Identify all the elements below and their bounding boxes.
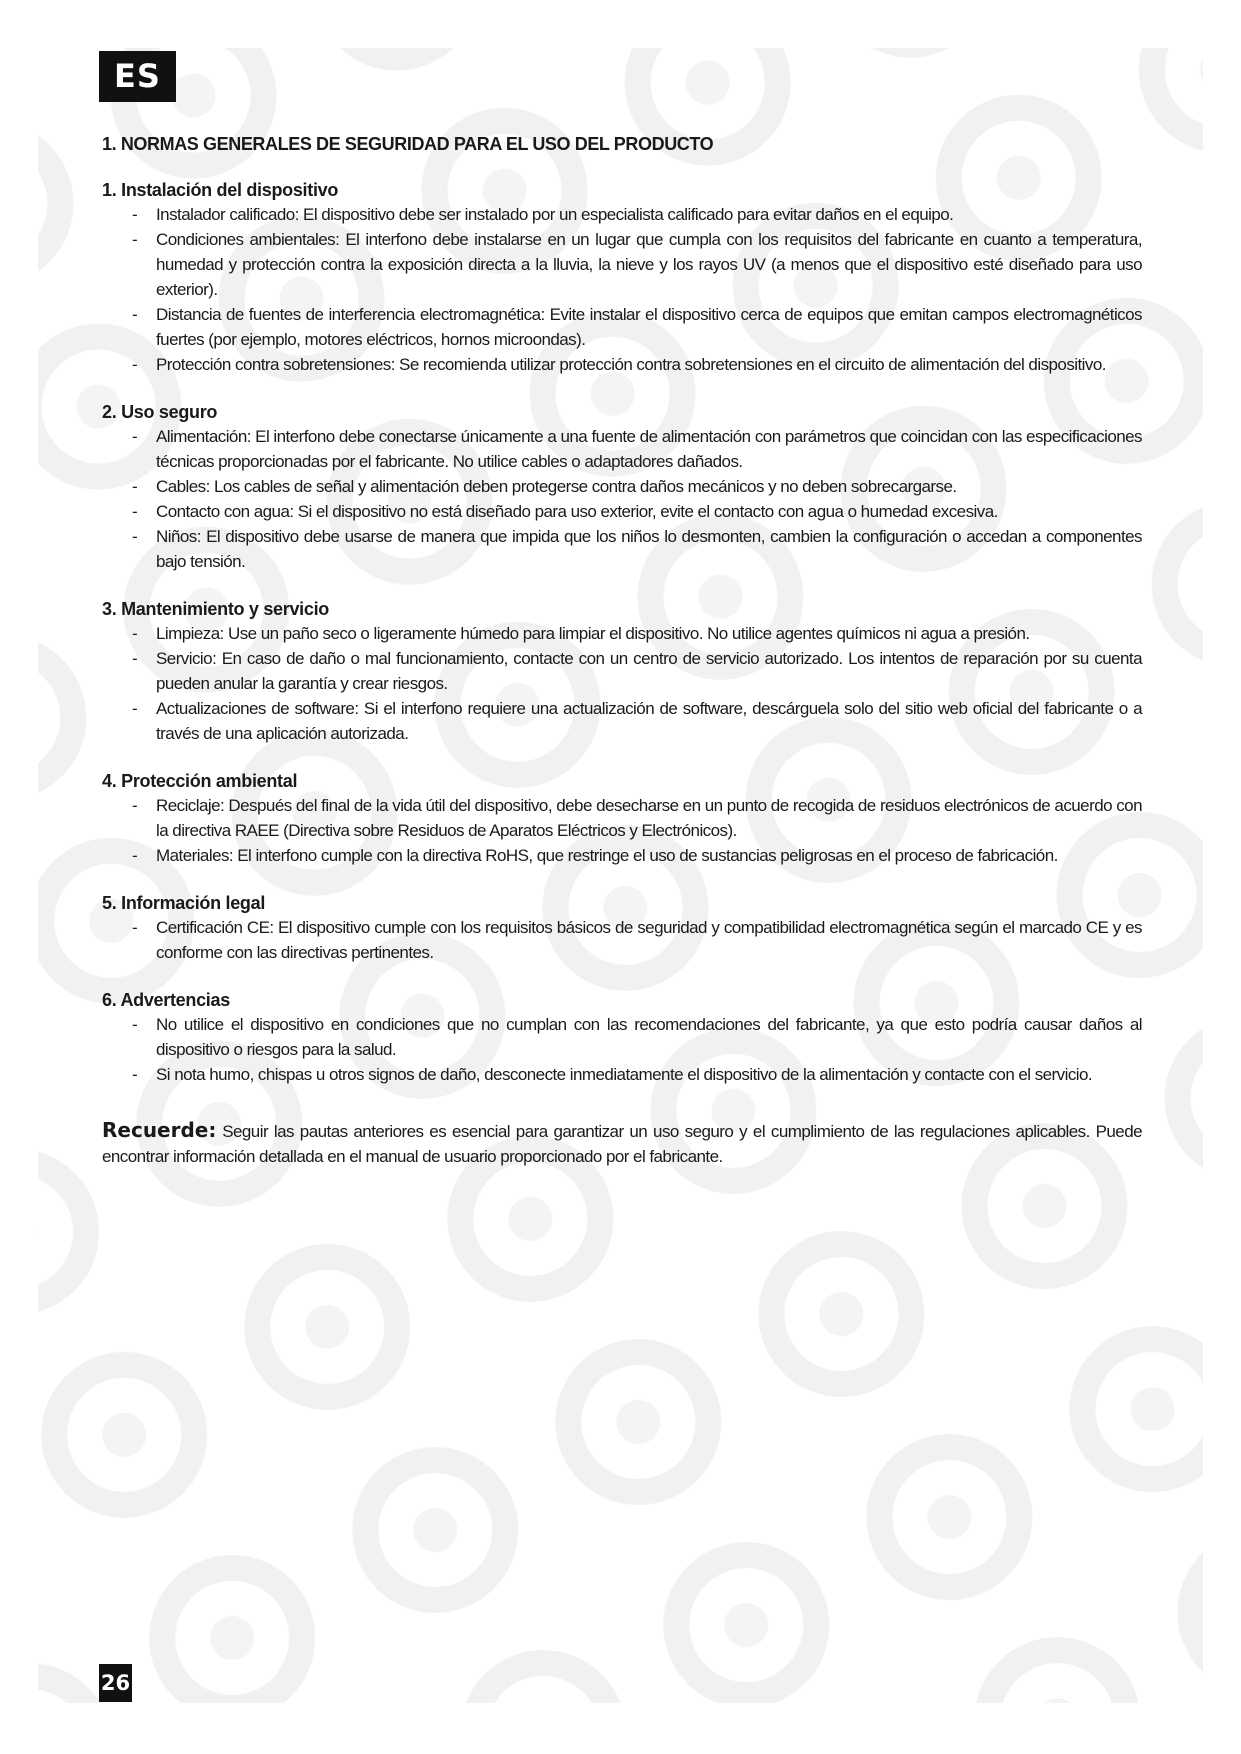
- list-item: - Materiales: El interfono cumple con la directiva RoHS, que restringe el uso de sustancias peligrosas en el proceso de fabricación.: [102, 843, 1142, 868]
- list-item: - Reciclaje: Después del final de la vida útil del dispositivo, debe desecharse en un punto de recogida de residuos electrónicos de acuerdo con la directiva RAEE (Directiva sobre Residuos de Aparatos Eléctricos y Electrónicos).: [102, 793, 1142, 843]
- list-item: - Niños: El dispositivo debe usarse de manera que impida que los niños lo desmonten, cambien la configuración o accedan a componentes bajo tensión.: [102, 524, 1142, 574]
- document-title: 1. NORMAS GENERALES DE SEGURIDAD PARA EL USO DEL PRODUCTO: [102, 134, 714, 154]
- bullet-dash: -: [132, 477, 138, 496]
- list-item: - Alimentación: El interfono debe conectarse únicamente a una fuente de alimentación con parámetros que coincidan con las especificaciones técnicas proporcionadas por el fabricante. No utilice cables o adaptadores dañados.: [102, 424, 1142, 474]
- reminder-paragraph: [102, 1118, 1142, 1169]
- bullet-dash: -: [132, 502, 138, 521]
- section-installation: [102, 178, 1142, 377]
- list-item: - Instalador calificado: El dispositivo debe ser instalado por un especialista calificado para evitar daños en el equipo.: [102, 202, 1142, 227]
- list-item: - Protección contra sobretensiones: Se recomienda utilizar protección contra sobretensiones en el circuito de alimentación del dispositivo.: [102, 352, 1142, 377]
- section-warnings: [102, 988, 1142, 1087]
- list-item: - Cables: Los cables de señal y alimentación deben protegerse contra daños mecánicos y no deben sobrecargarse.: [102, 474, 1142, 499]
- bullet-dash: -: [132, 796, 138, 815]
- section-maintenance: [102, 597, 1142, 746]
- language-badge: ES: [99, 51, 176, 102]
- bullet-dash: -: [132, 846, 138, 865]
- bullet-dash: -: [132, 699, 138, 718]
- page-number: 26: [99, 1664, 132, 1702]
- document-body: [102, 128, 1142, 1186]
- list-item: - Contacto con agua: Si el dispositivo no está diseñado para uso exterior, evite el contacto con agua o humedad excesiva.: [102, 499, 1142, 524]
- list-item: - Servicio: En caso de daño o mal funcionamiento, contacte con un centro de servicio autorizado. Los intentos de reparación por su cuenta pueden anular la garantía y crear riesgos.: [102, 646, 1142, 696]
- reminder-text: Seguir las pautas anteriores es esencial para garantizar un uso seguro y el cumplimiento de las regulaciones aplicables. Puede encontrar información detallada en el manual de usuario proporcionado por el fabricante.: [102, 1122, 1142, 1166]
- list-item: - No utilice el dispositivo en condiciones que no cumplan con las recomendaciones del fabricante, ya que esto podría causar daños al dispositivo o riesgos para la salud.: [102, 1012, 1142, 1062]
- section-environment: [102, 769, 1142, 868]
- list-item: - Actualizaciones de software: Si el interfono requiere una actualización de software, descárguela solo del sitio web oficial del fabricante o a través de una aplicación autorizada.: [102, 696, 1142, 746]
- section-heading: 6. Advertencias: [102, 990, 230, 1010]
- bullet-dash: -: [132, 355, 138, 374]
- section-safe-use: [102, 400, 1142, 574]
- bullet-dash: -: [132, 305, 138, 324]
- bullet-dash: -: [132, 230, 138, 249]
- bullet-dash: -: [132, 649, 138, 668]
- bullet-dash: -: [132, 205, 138, 224]
- bullet-dash: -: [132, 1065, 138, 1084]
- bullet-dash: -: [132, 527, 138, 546]
- list-item: - Distancia de fuentes de interferencia electromagnética: Evite instalar el dispositivo cerca de equipos que emitan campos electromagnéticos fuertes (por ejemplo, motores eléctricos, hornos microondas).: [102, 302, 1142, 352]
- reminder-label: Recuerde:: [102, 1118, 217, 1142]
- list-item: - Si nota humo, chispas u otros signos de daño, desconecte inmediatamente el dispositivo de la alimentación y contacte con el servicio.: [102, 1062, 1142, 1087]
- bullet-dash: -: [132, 624, 138, 643]
- bullet-dash: -: [132, 918, 138, 937]
- section-heading: 4. Protección ambiental: [102, 771, 298, 791]
- section-heading: 1. Instalación del dispositivo: [102, 180, 339, 200]
- bullet-dash: -: [132, 427, 138, 446]
- bullet-dash: -: [132, 1015, 138, 1034]
- section-heading: 3. Mantenimiento y servicio: [102, 599, 329, 619]
- section-heading: 2. Uso seguro: [102, 402, 218, 422]
- list-item: - Certificación CE: El dispositivo cumple con los requisitos básicos de seguridad y compatibilidad electromagnética según el marcado CE y es conforme con las directivas pertinentes.: [102, 915, 1142, 965]
- list-item: - Condiciones ambientales: El interfono debe instalarse en un lugar que cumpla con los requisitos del fabricante en cuanto a temperatura, humedad y protección contra la exposición directa a la lluvia, la nieve y los rayos UV (a menos que el dispositivo esté diseñado para uso exterior).: [102, 227, 1142, 302]
- section-legal: [102, 891, 1142, 965]
- section-heading: 5. Información legal: [102, 893, 266, 913]
- list-item: - Limpieza: Use un paño seco o ligeramente húmedo para limpiar el dispositivo. No utilice agentes químicos ni agua a presión.: [102, 621, 1142, 646]
